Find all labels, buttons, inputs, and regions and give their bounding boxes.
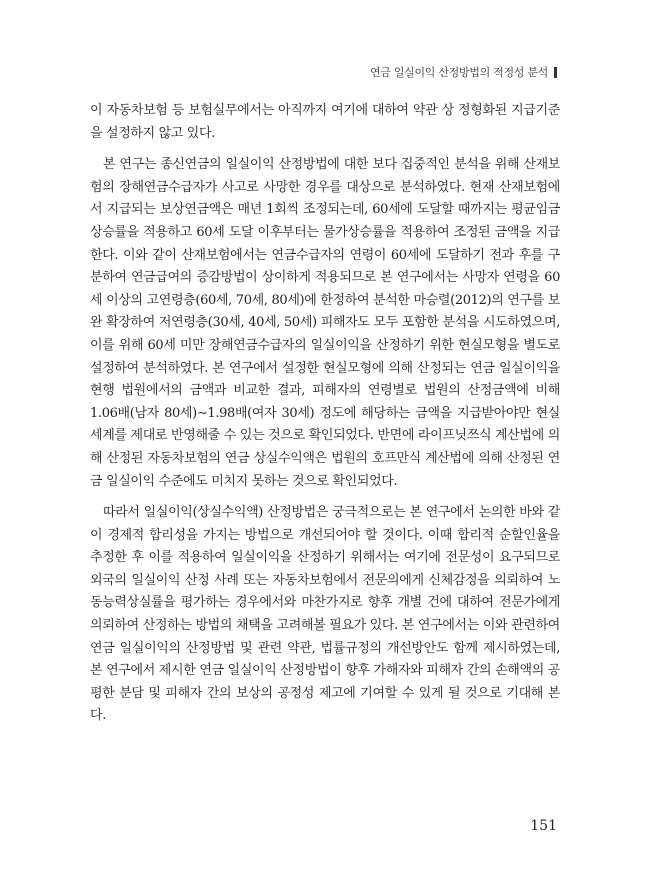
paragraph-conclusion: 따라서 일실이익(상실수익액) 산정방법은 궁극적으로는 본 연구에서 논의한 바와 같이 경제적 합리성을 가지는 방법으로 개선되어야 할 것이다. 이때 합리적 순할인율을 추정한 후 이를 적용하여 일실이익을 산정하기 위해서는 여기에 전문성이 요구되므로 외국의 일실이익 산정 사례 또는 자동차보험에서 전문의에게 신체감정을 의뢰하여 노동능력상실률을 평가하는 경우에서와 마찬가지로 향후 개별 건에 대하여 전문가에게 의뢰하여 산정하는 방법의 채택을 고려해볼 필요가 있다. 본 연구에서는 이와 관련하여 연금 일실이익의 산정방법 및 관련 약관, 법률규정의 개선방안도 함께 제시하였는데, 본 연구에서 제시한 연금 일실이익 산정방법이 향후 가해자와 피해자 간의 손해액의 공평한 분담 및 피해자 간의 보상의 공정성 제고에 기여할 수 있게 될 것으로 기대해 본다.	[90, 505, 560, 724]
page-number: 151	[530, 818, 557, 834]
paragraph-continuation: 이 자동차보험 등 보험실무에서는 아직까지 여기에 대하여 약관 상 정형화된 지급기준을 설정하지 않고 있다.	[90, 103, 560, 141]
header-bar-mark	[554, 67, 557, 78]
paragraph-study-summary: 본 연구는 종신연금의 일실이익 산정방법에 대한 보다 집중적인 분석을 위해 산재보험의 장해연금수급자가 사고로 사망한 경우를 대상으로 분석하였다. 현재 산재보험에서 지급되는 보상연금액은 매년 1회씩 조정되는데, 60세에 도달할 때까지는 평균임금상승률을 적용하고 60세 도달 이후부터는 물가상승률을 적용하여 조정된 금액을 지급한다. 이와 같이 산재보험에서는 연금수급자의 연령이 60세에 도달하기 전과 후를 구분하여 연금급여의 증감방법이 상이하게 적용되므로 본 연구에서는 사망자 연령을 60세 이상의 고연령층(60세, 70세, 80세)에 한정하여 분석한 마승렬(2012)의 연구를 보완 확장하여 저연령층(30세, 40세, 50세) 피해자도 모두 포함한 분석을 시도하였으며, 이를 위해 60세 미만 장해연금수급자의 일실이익을 산정하기 위한 현실모형을 별도로 설정하여 분석하였다. 본 연구에서 설정한 현실모형에 의해 산정되는 연금 일실이익을 현행 법원에서의 금액과 비교한 결과, 피해자의 연령별로 법원의 산정금액에 비해 1.06배(남자 80세)∼1.98배(여자 30세) 정도에 해당하는 금액을 지급받아야만 현실세계를 제대로 반영해줄 수 있는 것으로 확인되었다. 반면에 라이프닛쯔식 계산법에 의해 산정된 자동차보험의 연금 상실수익액은 법원의 호프만식 계산법에 의해 산정된 연금 일실이익 수준에도 미치지 못하는 것으로 확인되었다.	[90, 157, 560, 489]
running-header-title: 연금 일실이익 산정방법의 적정성 분석	[369, 66, 548, 79]
running-header	[370, 64, 557, 80]
body-text	[90, 100, 560, 737]
